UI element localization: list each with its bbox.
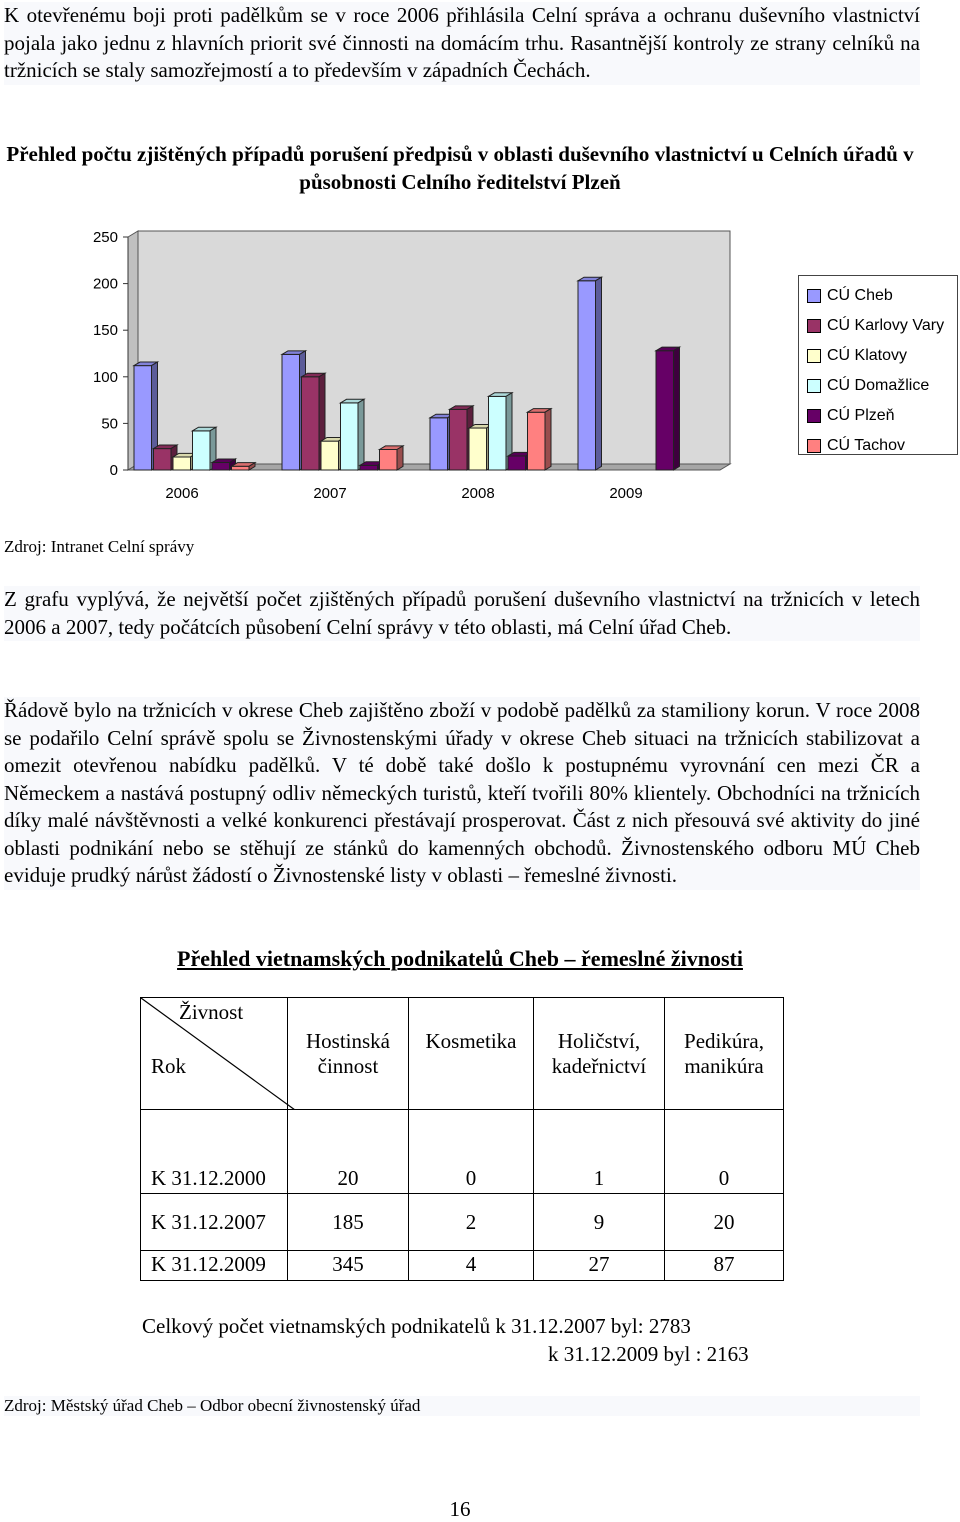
bar [193, 431, 211, 470]
table-row [141, 1251, 784, 1281]
corner-top-label: Živnost [179, 1000, 244, 1024]
intro-text: K otevřenému boji proti padělkům se v roce 2006 přihlásila Celní správa a ochranu duševního vlastnictví pojala jako jednu z hlavních priorit své činnosti na domácím trhu. Rasantnější kontroly ze strany celníků na tržnicích se staly samozřejmostí a to především v západních Čechách. [4, 3, 920, 82]
col-header-hostinska [288, 998, 409, 1110]
legend-swatch [807, 319, 821, 333]
analysis-paragraph-1 [4, 586, 920, 641]
table-cell: 87 [665, 1251, 784, 1281]
table-cell: 0 [665, 1110, 784, 1194]
bar-side [358, 399, 364, 470]
col-header-line: Hostinská [306, 1028, 390, 1053]
table-corner-cell [141, 998, 288, 1110]
table-source: Zdroj: Městský úřad Cheb – Odbor obecní živnostenský úřad [4, 1396, 421, 1415]
y-tick-label: 0 [109, 462, 118, 479]
table-cell: 20 [665, 1194, 784, 1251]
bar [341, 403, 359, 470]
y-tick-label: 50 [101, 415, 118, 433]
bar [450, 409, 468, 470]
col-header-holicstvi [534, 998, 665, 1110]
col-header-line: manikúra [684, 1053, 764, 1078]
table-header-row [141, 998, 784, 1110]
analysis-text-2: Řádově bylo na tržnicích v okrese Cheb zajištěno zboží v podobě padělků za stamiliony korun. V roce 2008 se podařilo Celní správě spolu se Živnostenskými úřady v okrese Cheb situaci na tržnicích stabilizovat a omezit otevřenou nabídku padělků. V té době také došlo k postupnému vyrovnání cen mezi ČR a Německem a nastává postupný odliv německých turistů, kteří tvořili 80% klientely. Obchodníci na tržnicích díky malé návštěvnosti a velké konkurenci přestávají prosperovat. Část z nich přesouvá své aktivity do jiné oblasti podnikání nebo se stěhují ze stánků do kamenných obchodů. Živnostenského odboru MÚ Cheb eviduje prudký nárůst žádostí o Živnostenské listy v oblasti – řemeslné živnosti. [4, 698, 920, 887]
legend-swatch [807, 349, 821, 363]
row-label: K 31.12.2009 [141, 1251, 288, 1281]
table-cell: 185 [288, 1194, 409, 1251]
x-tick-label: 2008 [461, 485, 495, 502]
x-tick-label: 2006 [165, 485, 199, 502]
bar-chart [70, 220, 740, 510]
total-line-1: Celkový počet vietnamských podnikatelů k 31.12.2007 byl: 2783 [142, 1314, 691, 1338]
legend-swatch [807, 409, 821, 423]
legend-item [807, 341, 957, 371]
table-cell: 345 [288, 1251, 409, 1281]
y-tick-label: 100 [92, 368, 118, 386]
row-label: K 31.12.2000 [141, 1110, 288, 1194]
col-header-line: Pedikúra, [684, 1028, 764, 1053]
col-header-pedikura [665, 998, 784, 1110]
col-header-line [413, 1054, 529, 1079]
legend-label: CÚ Karlovy Vary [827, 317, 945, 334]
bar-side [596, 277, 602, 470]
x-tick-label: 2007 [313, 485, 347, 502]
bar-side [545, 409, 551, 470]
bar-side [397, 446, 403, 470]
bar [578, 281, 596, 470]
bar [528, 412, 546, 470]
table-source-wrap [4, 1396, 920, 1416]
corner-bottom-label: Rok [151, 1054, 187, 1078]
x-tick-label: 2009 [609, 485, 643, 502]
legend-item [807, 281, 957, 311]
col-header-line: činnost [317, 1053, 379, 1078]
bar [469, 428, 487, 470]
bar [321, 441, 339, 470]
bar [380, 449, 398, 470]
bar [232, 466, 250, 470]
bar [430, 418, 448, 470]
col-header-line: Kosmetika [425, 1028, 517, 1053]
bar [656, 351, 674, 470]
bar [360, 465, 378, 470]
legend-item [807, 431, 957, 461]
analysis-paragraph-2 [4, 697, 920, 890]
y-tick-label: 250 [92, 229, 118, 246]
table-cell: 4 [409, 1251, 534, 1281]
table-cell: 20 [288, 1110, 409, 1194]
table-title [0, 946, 920, 972]
table-cell: 9 [534, 1194, 665, 1251]
table-row [141, 1194, 784, 1251]
legend-item [807, 371, 957, 401]
col-header-kosmetika [409, 998, 534, 1110]
bar [212, 463, 230, 470]
table-cell: 0 [409, 1110, 534, 1194]
legend-swatch [807, 439, 821, 453]
legend-label: CÚ Klatovy [827, 347, 908, 364]
bar [489, 396, 507, 470]
legend-label: CÚ Plzeň [827, 407, 895, 424]
table-cell: 2 [409, 1194, 534, 1251]
entrepreneurs-table [140, 997, 784, 1281]
table-title-text: Přehled vietnamských podnikatelů Cheb – řemeslné živnosti [177, 946, 743, 971]
legend-item [807, 311, 957, 341]
analysis-text-1: Z grafu vyplývá, že největší počet zjištěných případů porušení duševního vlastnictví na tržnicích v letech 2006 a 2007, tedy počátcích působení Celní správy v této oblasti, má Celní úřad Cheb. [4, 587, 920, 639]
legend-label: CÚ Tachov [827, 437, 905, 454]
col-header-line: kadeřnictví [551, 1053, 647, 1078]
table-row [141, 1110, 784, 1194]
bar [282, 354, 300, 470]
row-label: K 31.12.2007 [141, 1194, 288, 1251]
bar [508, 456, 526, 470]
bar [302, 377, 320, 470]
chart-legend [798, 275, 958, 455]
intro-paragraph [4, 2, 920, 85]
legend-swatch [807, 379, 821, 393]
bar-side [674, 347, 680, 470]
total-line-2: k 31.12.2009 byl : 2163 [548, 1342, 749, 1366]
bar [173, 457, 191, 470]
page-number: 16 [449, 1497, 471, 1521]
bar [154, 449, 172, 470]
table-cell: 27 [534, 1251, 665, 1281]
legend-label: CÚ Domažlice [827, 377, 930, 394]
legend-item [807, 401, 957, 431]
legend-swatch [807, 289, 821, 303]
legend-label: CÚ Cheb [827, 287, 893, 304]
y-tick-label: 150 [92, 322, 118, 340]
y-tick-label: 200 [92, 275, 118, 293]
table-cell: 1 [534, 1110, 665, 1194]
chart-title: Přehled počtu zjištěných případů porušení předpisů v oblasti duševního vlastnictví u Celních úřadů v působnosti Celního ředitelství Plzeň [6, 142, 914, 194]
col-header-line: Holičství, [557, 1028, 641, 1053]
chart-source: Zdroj: Intranet Celní správy [4, 537, 195, 556]
bar [134, 366, 152, 470]
